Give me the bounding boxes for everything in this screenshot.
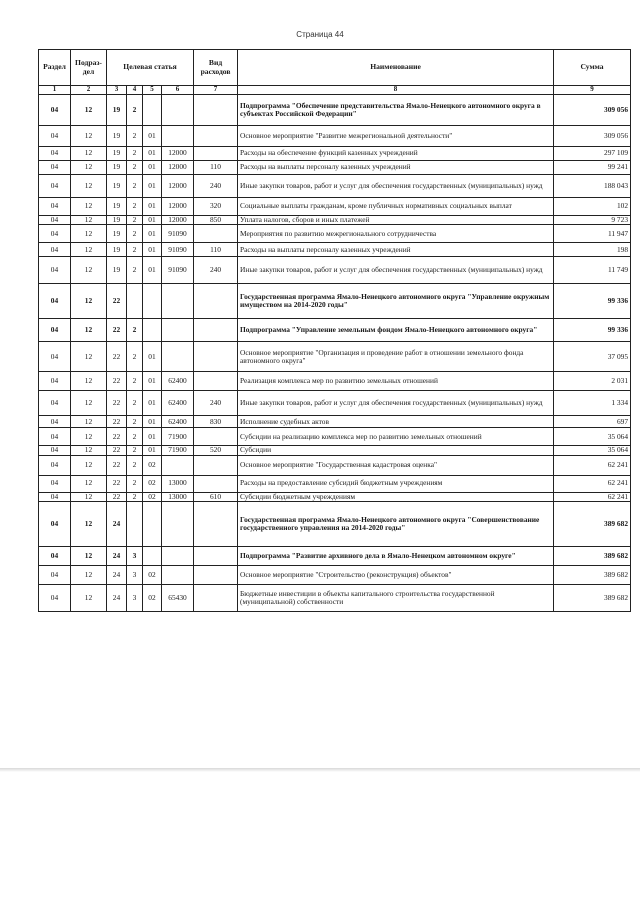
target-article-part-cell: 91090 [162,257,194,284]
col-number: 3 [107,86,127,95]
vid-rashodov-cell [194,475,238,492]
vid-rashodov-cell: 240 [194,257,238,284]
target-article-part-cell: 01 [143,161,162,175]
target-article-part-cell: 19 [107,225,127,243]
target-article-part-cell: 13000 [162,475,194,492]
target-article-part-cell: 2 [127,475,143,492]
target-article-part-cell: 01 [143,198,162,216]
vid-rashodov-cell: 520 [194,446,238,455]
target-article-part-cell: 2 [127,492,143,501]
razdel-cell: 04 [39,175,71,198]
vid-rashodov-cell: 110 [194,161,238,175]
table-row [39,95,631,126]
target-article-part-cell: 01 [143,216,162,225]
target-article-part-cell: 19 [107,216,127,225]
razdel-cell: 04 [39,492,71,501]
target-article-part-cell: 2 [127,95,143,126]
razdel-cell: 04 [39,428,71,446]
col-number: 5 [143,86,162,95]
target-article-part-cell: 2 [127,372,143,391]
target-article-part-cell: 02 [143,584,162,611]
sum-cell: 309 056 [554,95,631,126]
vid-rashodov-cell: 830 [194,416,238,428]
vid-rashodov-cell [194,147,238,161]
razdel-cell: 04 [39,565,71,584]
col-number: 9 [554,86,631,95]
target-article-part-cell: 22 [107,391,127,416]
sum-cell: 198 [554,243,631,257]
target-article-part-cell: 2 [127,175,143,198]
table-row [39,126,631,147]
podrazdel-cell: 12 [71,284,107,319]
table-row [39,225,631,243]
target-article-part-cell: 19 [107,198,127,216]
target-article-part-cell [162,95,194,126]
sum-cell: 62 241 [554,475,631,492]
table-row [39,546,631,565]
target-article-part-cell: 13000 [162,492,194,501]
sum-cell: 11 947 [554,225,631,243]
target-article-part-cell: 62400 [162,416,194,428]
sum-cell: 1 334 [554,391,631,416]
table-row [39,175,631,198]
vid-rashodov-cell: 320 [194,198,238,216]
name-cell: Расходы на выплаты персоналу казенных учреждений [238,161,554,175]
razdel-cell: 04 [39,501,71,546]
podrazdel-cell: 12 [71,584,107,611]
name-cell: Государственная программа Ямало-Ненецкого автономного округа "Управление окружным имуществом на 2014-2020 годы" [238,284,554,319]
target-article-part-cell [162,319,194,342]
target-article-part-cell [162,546,194,565]
sum-cell: 35 064 [554,446,631,455]
razdel-cell: 04 [39,446,71,455]
table-row [39,147,631,161]
podrazdel-cell: 12 [71,428,107,446]
vid-rashodov-cell [194,284,238,319]
target-article-part-cell: 71900 [162,446,194,455]
podrazdel-cell: 12 [71,175,107,198]
target-article-part-cell: 01 [143,372,162,391]
target-article-part-cell [143,95,162,126]
target-article-part-cell: 19 [107,147,127,161]
target-article-part-cell: 22 [107,446,127,455]
podrazdel-cell: 12 [71,95,107,126]
target-article-part-cell [162,455,194,475]
table-row [39,428,631,446]
vid-rashodov-cell [194,319,238,342]
sum-cell: 297 109 [554,147,631,161]
target-article-part-cell: 24 [107,584,127,611]
target-article-part-cell: 19 [107,126,127,147]
target-article-part-cell [143,501,162,546]
vid-rashodov-cell: 240 [194,391,238,416]
col-number: 6 [162,86,194,95]
vid-rashodov-cell [194,342,238,372]
razdel-cell: 04 [39,342,71,372]
table-row [39,342,631,372]
col-number: 2 [71,86,107,95]
razdel-cell: 04 [39,475,71,492]
sum-cell: 389 682 [554,565,631,584]
vid-rashodov-cell [194,501,238,546]
target-article-part-cell: 3 [127,584,143,611]
sum-cell: 62 241 [554,492,631,501]
razdel-cell: 04 [39,284,71,319]
podrazdel-cell: 12 [71,492,107,501]
razdel-cell: 04 [39,391,71,416]
razdel-cell: 04 [39,243,71,257]
name-cell: Субсидии [238,446,554,455]
podrazdel-cell: 12 [71,501,107,546]
razdel-cell: 04 [39,161,71,175]
razdel-cell: 04 [39,546,71,565]
target-article-part-cell: 24 [107,501,127,546]
target-article-part-cell: 01 [143,446,162,455]
podrazdel-cell: 12 [71,372,107,391]
target-article-part-cell: 19 [107,243,127,257]
table-header-row [39,50,631,86]
target-article-part-cell: 2 [127,126,143,147]
razdel-cell: 04 [39,372,71,391]
razdel-cell: 04 [39,147,71,161]
sum-cell: 389 682 [554,546,631,565]
podrazdel-cell: 12 [71,257,107,284]
name-cell: Расходы на выплаты персоналу казенных учреждений [238,243,554,257]
table-row [39,565,631,584]
target-article-part-cell: 2 [127,243,143,257]
vid-rashodov-cell [194,225,238,243]
target-article-part-cell: 12000 [162,216,194,225]
podrazdel-cell: 12 [71,225,107,243]
table-row [39,446,631,455]
table-row [39,501,631,546]
name-cell: Подпрограмма "Развитие архивного дела в Ямало-Ненецком автономном округе" [238,546,554,565]
target-article-part-cell: 01 [143,391,162,416]
podrazdel-cell: 12 [71,446,107,455]
target-article-part-cell: 12000 [162,198,194,216]
name-cell: Расходы на обеспечение функций казенных учреждений [238,147,554,161]
razdel-cell: 04 [39,225,71,243]
target-article-part-cell: 01 [143,147,162,161]
col-number: 4 [127,86,143,95]
name-cell: Расходы на предоставление субсидий бюджетным учреждениям [238,475,554,492]
target-article-part-cell: 91090 [162,243,194,257]
target-article-part-cell: 19 [107,161,127,175]
table-row [39,243,631,257]
name-cell: Реализация комплекса мер по развитию земельных отношений [238,372,554,391]
target-article-part-cell: 12000 [162,147,194,161]
target-article-part-cell: 22 [107,342,127,372]
table-row [39,161,631,175]
podrazdel-cell: 12 [71,319,107,342]
podrazdel-cell: 12 [71,147,107,161]
target-article-part-cell: 2 [127,257,143,284]
target-article-part-cell: 01 [143,175,162,198]
target-article-part-cell [127,501,143,546]
name-cell: Уплата налогов, сборов и иных платежей [238,216,554,225]
razdel-cell: 04 [39,126,71,147]
name-cell: Иные закупки товаров, работ и услуг для обеспечения государственных (муниципальных) нужд [238,391,554,416]
sum-cell: 99 241 [554,161,631,175]
budget-table [38,49,631,612]
target-article-part-cell: 02 [143,455,162,475]
podrazdel-cell: 12 [71,126,107,147]
col-header-sum: Сумма [554,50,631,86]
razdel-cell: 04 [39,319,71,342]
target-article-part-cell [162,501,194,546]
target-article-part-cell: 3 [127,565,143,584]
podrazdel-cell: 12 [71,391,107,416]
name-cell: Основное мероприятие "Организация и проведение работ в отношении земельного фонда автономного округа" [238,342,554,372]
target-article-part-cell: 62400 [162,372,194,391]
name-cell: Бюджетные инвестиции в объекты капитального строительства государственной (муниципальной) собственности [238,584,554,611]
target-article-part-cell: 22 [107,455,127,475]
name-cell: Основное мероприятие "Строительство (реконструкция) объектов" [238,565,554,584]
vid-rashodov-cell [194,546,238,565]
column-numbers-row [39,86,631,95]
podrazdel-cell: 12 [71,342,107,372]
target-article-part-cell: 02 [143,565,162,584]
vid-rashodov-cell [194,455,238,475]
target-article-part-cell: 22 [107,372,127,391]
target-article-part-cell: 22 [107,475,127,492]
vid-rashodov-cell [194,428,238,446]
target-article-part-cell: 2 [127,198,143,216]
table-row [39,584,631,611]
table-row [39,257,631,284]
target-article-part-cell [143,319,162,342]
target-article-part-cell [162,126,194,147]
col-header-podrazdel: Подраз-дел [71,50,107,86]
table-row [39,216,631,225]
target-article-part-cell: 22 [107,319,127,342]
target-article-part-cell: 01 [143,257,162,284]
table-row [39,284,631,319]
podrazdel-cell: 12 [71,546,107,565]
vid-rashodov-cell [194,126,238,147]
col-header-target-article: Целевая статья [107,50,194,86]
target-article-part-cell: 2 [127,428,143,446]
target-article-part-cell: 62400 [162,391,194,416]
table-row [39,416,631,428]
sum-cell: 37 095 [554,342,631,372]
table-row [39,319,631,342]
target-article-part-cell: 2 [127,342,143,372]
target-article-part-cell [162,284,194,319]
col-header-name: Наименование [238,50,554,86]
target-article-part-cell: 02 [143,492,162,501]
target-article-part-cell [143,546,162,565]
razdel-cell: 04 [39,216,71,225]
target-article-part-cell: 2 [127,319,143,342]
col-number: 7 [194,86,238,95]
target-article-part-cell: 01 [143,342,162,372]
razdel-cell: 04 [39,95,71,126]
name-cell: Субсидии бюджетным учреждениям [238,492,554,501]
name-cell: Основное мероприятие "Развитие межрегиональной деятельности" [238,126,554,147]
col-header-vid-rashodov: Вид расходов [194,50,238,86]
vid-rashodov-cell: 850 [194,216,238,225]
sum-cell: 2 031 [554,372,631,391]
target-article-part-cell: 2 [127,216,143,225]
col-header-razdel: Раздел [39,50,71,86]
razdel-cell: 04 [39,455,71,475]
razdel-cell: 04 [39,584,71,611]
target-article-part-cell: 2 [127,147,143,161]
podrazdel-cell: 12 [71,455,107,475]
name-cell: Исполнение судебных актов [238,416,554,428]
vid-rashodov-cell [194,584,238,611]
table-row [39,492,631,501]
vid-rashodov-cell [194,95,238,126]
target-article-part-cell: 71900 [162,428,194,446]
target-article-part-cell: 2 [127,446,143,455]
target-article-part-cell: 01 [143,243,162,257]
target-article-part-cell: 02 [143,475,162,492]
target-article-part-cell: 01 [143,416,162,428]
sum-cell: 389 682 [554,584,631,611]
podrazdel-cell: 12 [71,565,107,584]
target-article-part-cell: 2 [127,161,143,175]
target-article-part-cell [162,565,194,584]
sum-cell: 62 241 [554,455,631,475]
sum-cell: 697 [554,416,631,428]
vid-rashodov-cell: 240 [194,175,238,198]
sum-cell: 11 749 [554,257,631,284]
target-article-part-cell: 91090 [162,225,194,243]
name-cell: Субсидии на реализацию комплекса мер по развитию земельных отношений [238,428,554,446]
target-article-part-cell: 22 [107,428,127,446]
name-cell: Иные закупки товаров, работ и услуг для обеспечения государственных (муниципальных) нужд [238,175,554,198]
vid-rashodov-cell: 610 [194,492,238,501]
podrazdel-cell: 12 [71,243,107,257]
sum-cell: 188 043 [554,175,631,198]
target-article-part-cell: 2 [127,225,143,243]
name-cell: Подпрограмма "Обеспечение представительства Ямало-Ненецкого автономного округа в субъектах Российской Федерации" [238,95,554,126]
podrazdel-cell: 12 [71,475,107,492]
razdel-cell: 04 [39,416,71,428]
table-row [39,475,631,492]
target-article-part-cell: 19 [107,95,127,126]
sum-cell: 99 336 [554,284,631,319]
sum-cell: 102 [554,198,631,216]
target-article-part-cell [127,284,143,319]
table-row [39,372,631,391]
target-article-part-cell: 24 [107,546,127,565]
podrazdel-cell: 12 [71,416,107,428]
target-article-part-cell: 22 [107,416,127,428]
name-cell: Основное мероприятие "Государственная кадастровая оценка" [238,455,554,475]
name-cell: Социальные выплаты гражданам, кроме публичных нормативных социальных выплат [238,198,554,216]
sum-cell: 309 056 [554,126,631,147]
target-article-part-cell: 01 [143,225,162,243]
target-article-part-cell: 24 [107,565,127,584]
target-article-part-cell: 2 [127,455,143,475]
target-article-part-cell: 65430 [162,584,194,611]
target-article-part-cell [143,284,162,319]
name-cell: Подпрограмма "Управление земельным фондом Ямало-Ненецкого автономного округа" [238,319,554,342]
scan-edge-shadow [0,768,640,772]
name-cell: Мероприятия по развитию межрегионального сотрудничества [238,225,554,243]
name-cell: Государственная программа Ямало-Ненецкого автономного округа "Совершенствование государственного управления на 2014-2020 годы" [238,501,554,546]
sum-cell: 35 064 [554,428,631,446]
sum-cell: 9 723 [554,216,631,225]
razdel-cell: 04 [39,198,71,216]
target-article-part-cell: 12000 [162,175,194,198]
target-article-part-cell: 19 [107,257,127,284]
name-cell: Иные закупки товаров, работ и услуг для обеспечения государственных (муниципальных) нужд [238,257,554,284]
table-body [39,95,631,612]
target-article-part-cell: 22 [107,492,127,501]
podrazdel-cell: 12 [71,161,107,175]
table-row [39,198,631,216]
target-article-part-cell [162,342,194,372]
target-article-part-cell: 2 [127,391,143,416]
sum-cell: 99 336 [554,319,631,342]
table-row [39,391,631,416]
target-article-part-cell: 12000 [162,161,194,175]
target-article-part-cell: 3 [127,546,143,565]
target-article-part-cell: 01 [143,126,162,147]
vid-rashodov-cell: 110 [194,243,238,257]
target-article-part-cell: 01 [143,428,162,446]
target-article-part-cell: 19 [107,175,127,198]
target-article-part-cell: 22 [107,284,127,319]
col-number: 1 [39,86,71,95]
vid-rashodov-cell [194,565,238,584]
podrazdel-cell: 12 [71,198,107,216]
page-caption: Страница 44 [296,30,344,39]
vid-rashodov-cell [194,372,238,391]
razdel-cell: 04 [39,257,71,284]
sum-cell: 389 682 [554,501,631,546]
podrazdel-cell: 12 [71,216,107,225]
col-number: 8 [238,86,554,95]
table-row [39,455,631,475]
target-article-part-cell: 2 [127,416,143,428]
